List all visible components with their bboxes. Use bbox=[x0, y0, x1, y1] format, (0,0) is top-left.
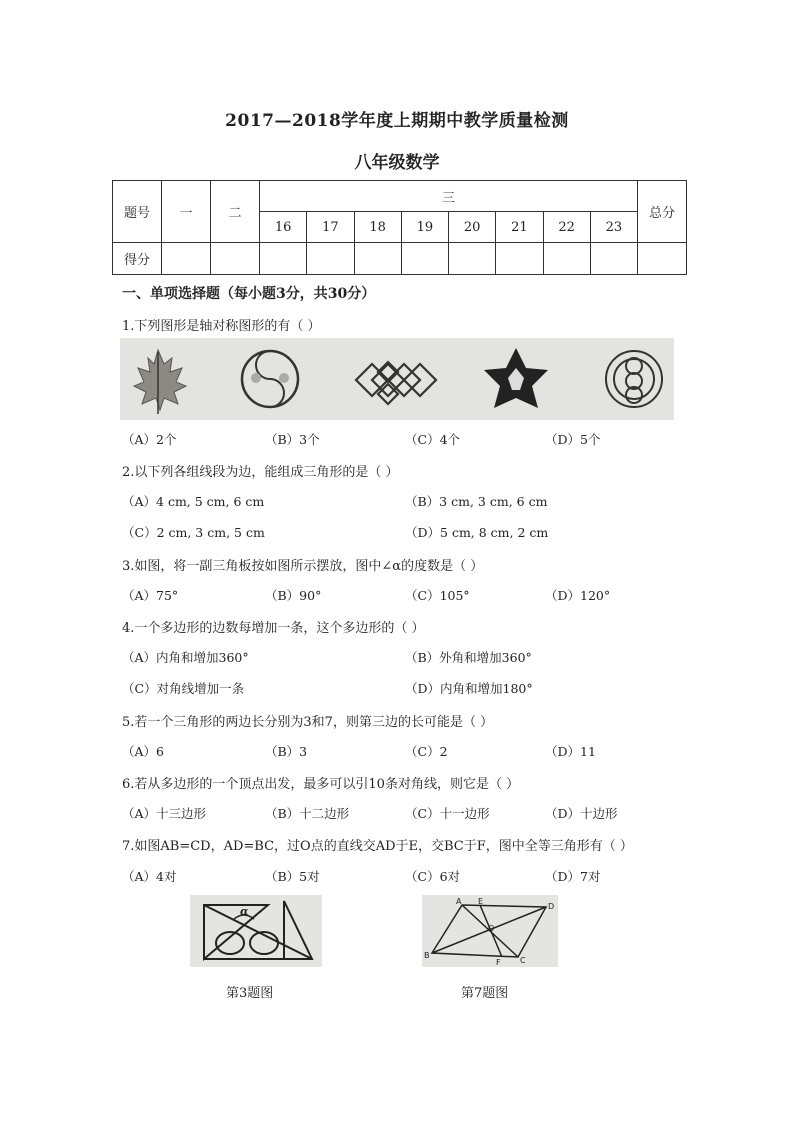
option-a[interactable]: （A）2个 bbox=[122, 432, 177, 447]
point-O: O bbox=[488, 924, 495, 933]
score-cell[interactable] bbox=[496, 243, 543, 275]
sub-number: 23 bbox=[590, 212, 637, 243]
option-a[interactable]: （A）十三边形 bbox=[122, 806, 207, 821]
score-cell[interactable] bbox=[449, 243, 496, 275]
exam-subject: 八年级数学 bbox=[354, 153, 440, 173]
exam-title: 2017—2018学年度上期期中教学质量检测 bbox=[225, 111, 569, 131]
score-cell[interactable] bbox=[401, 243, 448, 275]
option-a[interactable]: （A）4 cm, 5 cm, 6 cm bbox=[122, 494, 265, 509]
part-three: 三 bbox=[260, 181, 638, 212]
question-stem: 4.一个多边形的边数每增加一条，这个多边形的（ ） bbox=[122, 621, 425, 636]
alpha-label: α bbox=[240, 905, 249, 918]
symmetry-figures bbox=[120, 338, 674, 420]
vertex-B: B bbox=[424, 951, 430, 960]
sub-number: 20 bbox=[449, 212, 496, 243]
score-cell[interactable] bbox=[543, 243, 590, 275]
option-a[interactable]: （A）75° bbox=[122, 588, 179, 603]
option-d[interactable]: （D）7对 bbox=[545, 869, 601, 884]
score-cell[interactable] bbox=[211, 243, 260, 275]
question-stem: 5.若一个三角形的两边长分别为3和7，则第三边的长可能是（ ） bbox=[122, 715, 494, 730]
endless-knot-icon bbox=[356, 362, 436, 404]
option-c[interactable]: （C）6对 bbox=[405, 869, 461, 884]
option-c[interactable]: （C）2 bbox=[405, 744, 448, 759]
row-label-score: 得分 bbox=[113, 243, 162, 275]
vertex-D: D bbox=[548, 902, 555, 911]
point-F: F bbox=[496, 958, 501, 967]
sub-number: 21 bbox=[496, 212, 543, 243]
option-b[interactable]: （B）外角和增加360° bbox=[405, 650, 532, 665]
row-label-number: 题号 bbox=[113, 181, 162, 243]
section-heading: 一、单项选择题（每小题3分，共30分） bbox=[122, 286, 376, 302]
vertex-E: E bbox=[478, 897, 484, 906]
score-cell[interactable] bbox=[307, 243, 354, 275]
option-a[interactable]: （A）6 bbox=[122, 744, 164, 759]
score-cell[interactable] bbox=[638, 243, 687, 275]
question-stem: 2.以下列各组线段为边，能组成三角形的是（ ） bbox=[122, 465, 399, 480]
figure-3 bbox=[190, 895, 322, 967]
yin-yang-icon bbox=[242, 351, 298, 407]
option-d[interactable]: （D）5个 bbox=[545, 432, 601, 447]
part-one: 一 bbox=[162, 181, 211, 243]
score-table bbox=[112, 180, 687, 275]
option-c[interactable]: （C）4个 bbox=[405, 432, 461, 447]
vertex-A: A bbox=[456, 897, 462, 906]
option-c[interactable]: （C）2 cm, 3 cm, 5 cm bbox=[122, 525, 265, 540]
figure-7-caption: 第7题图 bbox=[461, 986, 509, 1001]
option-d[interactable]: （D）5 cm, 8 cm, 2 cm bbox=[405, 525, 549, 540]
sub-number: 18 bbox=[354, 212, 401, 243]
sub-number: 17 bbox=[307, 212, 354, 243]
total-header: 总分 bbox=[638, 181, 687, 243]
option-c[interactable]: （C）十一边形 bbox=[405, 806, 490, 821]
option-c[interactable]: （C）105° bbox=[405, 588, 470, 603]
score-cell[interactable] bbox=[590, 243, 637, 275]
question-stem: 6.若从多边形的一个顶点出发，最多可以引10条对角线，则它是（ ） bbox=[122, 777, 520, 792]
option-a[interactable]: （A）4对 bbox=[122, 869, 177, 884]
option-d[interactable]: （D）十边形 bbox=[545, 806, 618, 821]
option-a[interactable]: （A）内角和增加360° bbox=[122, 650, 249, 665]
maple-leaf-icon bbox=[134, 350, 186, 414]
option-b[interactable]: （B）3 cm, 3 cm, 6 cm bbox=[405, 494, 548, 509]
option-b[interactable]: （B）5对 bbox=[265, 869, 320, 884]
option-d[interactable]: （D）11 bbox=[545, 744, 596, 759]
sub-number: 16 bbox=[260, 212, 307, 243]
vertex-C: C bbox=[520, 956, 526, 965]
part-two: 二 bbox=[211, 181, 260, 243]
sub-number: 22 bbox=[543, 212, 590, 243]
figure-7 bbox=[422, 895, 558, 967]
question-stem: 3.如图，将一副三角板按如图所示摆放，图中∠α的度数是（ ） bbox=[122, 559, 484, 574]
question-stem: 1.下列图形是轴对称图形的有（ ） bbox=[122, 319, 321, 334]
option-c[interactable]: （C）对角线增加一条 bbox=[122, 681, 245, 696]
option-b[interactable]: （B）3个 bbox=[265, 432, 320, 447]
option-b[interactable]: （B）十二边形 bbox=[265, 806, 350, 821]
nested-circles-icon bbox=[606, 351, 662, 407]
five-petal-star-icon bbox=[484, 348, 548, 408]
score-cell[interactable] bbox=[162, 243, 211, 275]
option-b[interactable]: （B）90° bbox=[265, 588, 322, 603]
sub-number: 19 bbox=[401, 212, 448, 243]
figure-3-caption: 第3题图 bbox=[226, 986, 274, 1001]
option-d[interactable]: （D）120° bbox=[545, 588, 611, 603]
score-cell[interactable] bbox=[354, 243, 401, 275]
option-d[interactable]: （D）内角和增加180° bbox=[405, 681, 533, 696]
question-stem: 7.如图AB=CD，AD=BC，过O点的直线交AD于E，交BC于F，图中全等三角形有（ ） bbox=[122, 839, 633, 854]
score-cell[interactable] bbox=[260, 243, 307, 275]
option-b[interactable]: （B）3 bbox=[265, 744, 308, 759]
